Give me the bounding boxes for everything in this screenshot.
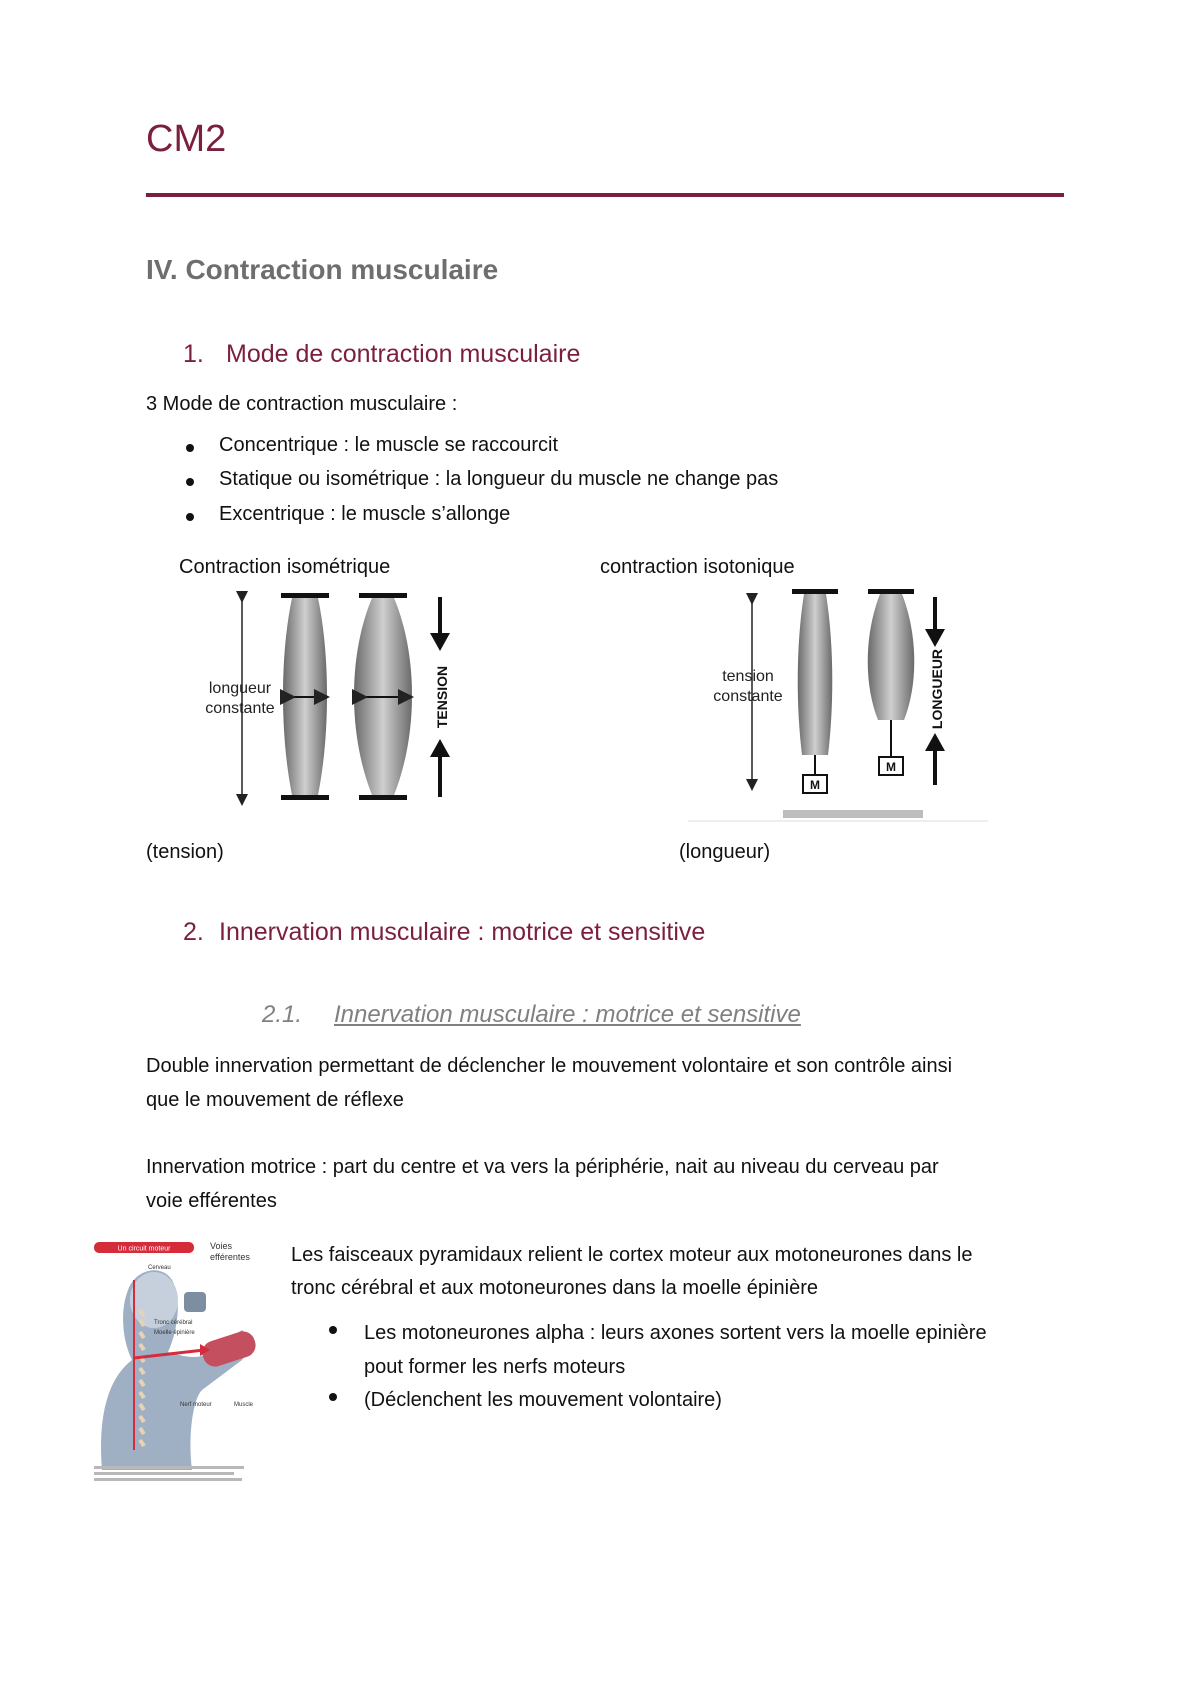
paragraph-3-line-2: tronc cérébral et aux motoneurones dans la moelle épinière [291,1277,818,1299]
paragraph-3-line-1: Les faisceaux pyramidaux relient le cortex moteur aux motoneurones dans le [291,1244,973,1266]
bullet-dot [329,1393,337,1401]
figure-left-bottom-caption: (tension) [146,841,224,863]
subheading-2-number: 2. [183,918,204,946]
longueur-side-label: LONGUEUR [929,648,945,730]
illustration-corner-label: efférentes [210,1252,250,1262]
label-cerveau: Cerveau [148,1265,171,1271]
section-heading: IV. Contraction musculaire [146,254,499,285]
subheading-21-number: 2.1. [262,1001,303,1028]
bullet-dot [329,1326,337,1334]
label-moelle: Moelle épinière [154,1330,195,1336]
bullet-dot [186,513,194,521]
bullet-dot [186,478,194,486]
list-item: Concentrique : le muscle se raccourcit [219,434,559,456]
paragraph-1-line-2: que le mouvement de réflexe [146,1089,404,1111]
figure-left-caption: Contraction isométrique [179,556,391,578]
bullet-dot [186,444,194,452]
figure-right-bottom-caption: (longueur) [679,841,771,863]
subheading-2-title: Innervation musculaire : motrice et sensitive [219,918,706,946]
list-item: Les motoneurones alpha : leurs axones sortent vers la moelle epinière [364,1322,987,1344]
subheading-1-number: 1. [183,340,204,368]
list-item: (Déclenchent les mouvement volontaire) [364,1389,722,1411]
label-tronc: Tronc cérébral [154,1320,193,1326]
illustration-corner-label: Voies [210,1241,233,1251]
title-divider [146,193,1064,197]
motor-circuit-illustration [92,1240,262,1490]
isotonic-contraction-figure [688,585,993,825]
subheading-21-title: Innervation musculaire : motrice et sensitive [334,1001,801,1028]
list-item-continuation: pout former les nerfs moteurs [364,1356,626,1378]
mass-label: M [810,778,820,792]
list-item: Excentrique : le muscle s’allonge [219,503,511,525]
paragraph-2-line-2: voie efférentes [146,1190,277,1212]
isometric-contraction-figure [160,585,460,825]
illustration-banner: Un circuit moteur [117,1245,171,1253]
label-muscle: Muscle [234,1402,254,1408]
document-title: CM2 [146,118,227,160]
paragraph-1-line-1: Double innervation permettant de déclencher le mouvement volontaire et son contrôle ainsi [146,1055,953,1077]
mass-label: M [886,760,896,774]
intro-text: 3 Mode de contraction musculaire : [146,393,458,415]
label-nerf: Nerf moteur [180,1402,212,1408]
subheading-1-title: Mode de contraction musculaire [226,340,581,368]
figure-label: tension [722,668,774,685]
figure-label: constante [713,688,783,705]
tension-side-label: TENSION [434,665,450,729]
figure-label: longueur [208,680,272,697]
figure-label: constante [205,700,275,717]
figure-right-caption: contraction isotonique [600,556,795,578]
paragraph-2-line-1: Innervation motrice : part du centre et va vers la périphérie, nait au niveau du cerveau par [146,1156,939,1178]
list-item: Statique ou isométrique : la longueur du muscle ne change pas [219,468,779,490]
